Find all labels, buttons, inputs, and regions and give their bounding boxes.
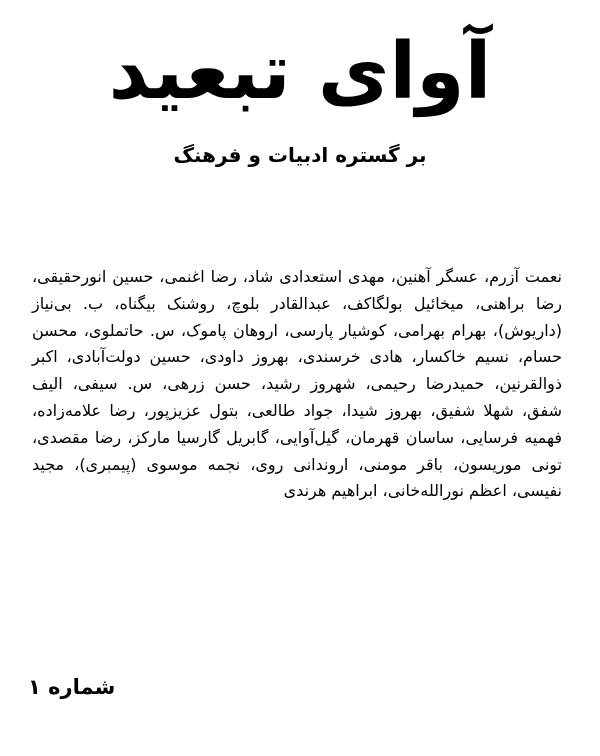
issue-container <box>28 672 115 702</box>
issue-number: شماره ۱ <box>28 675 116 699</box>
magazine-title: آوای تبعید <box>108 27 492 117</box>
contributors-list: نعمت آزرم، عسگر آهنین، مهدی استعدادی شاد، رضا اغنمی، حسین انورحقیقی، رضا براهنی، میخائیل بولگاکف، عبدالقادر بلوچ، روشنک بیگناه، ب. بی‌نیاز (داریوش)، بهرام بهرامی، کوشیار پارسی، اروهان پاموک، س. حاتملوی، محسن حسام، نسیم خاکسار، هادی خرسندی، بهروز داودی، حسین دولت‌آبادی، اکبر ذوالقرنین، حمیدرضا رحیمی، شهروز رشید، حسن زرهی، س. سیفی، الیف شفق، شهلا شفیق، بهروز شیدا، جواد طالعی، بتول عزیزپور، رضا علامه‌زاده، فهمیه فرسایی، ساسان قهرمان، گیل‌آوایی، گابریل گارسیا مارکز، رضا مقصدی، تونی موریسون، باقر مومنی، اروندانی روی، نجمه موسوی (پیمبری)، مجید نفیسی، اعظم نورالله‌خانی، ابراهیم هرندی <box>32 267 562 501</box>
magazine-subtitle: بر گستره ادبیات و فرهنگ <box>173 143 427 167</box>
